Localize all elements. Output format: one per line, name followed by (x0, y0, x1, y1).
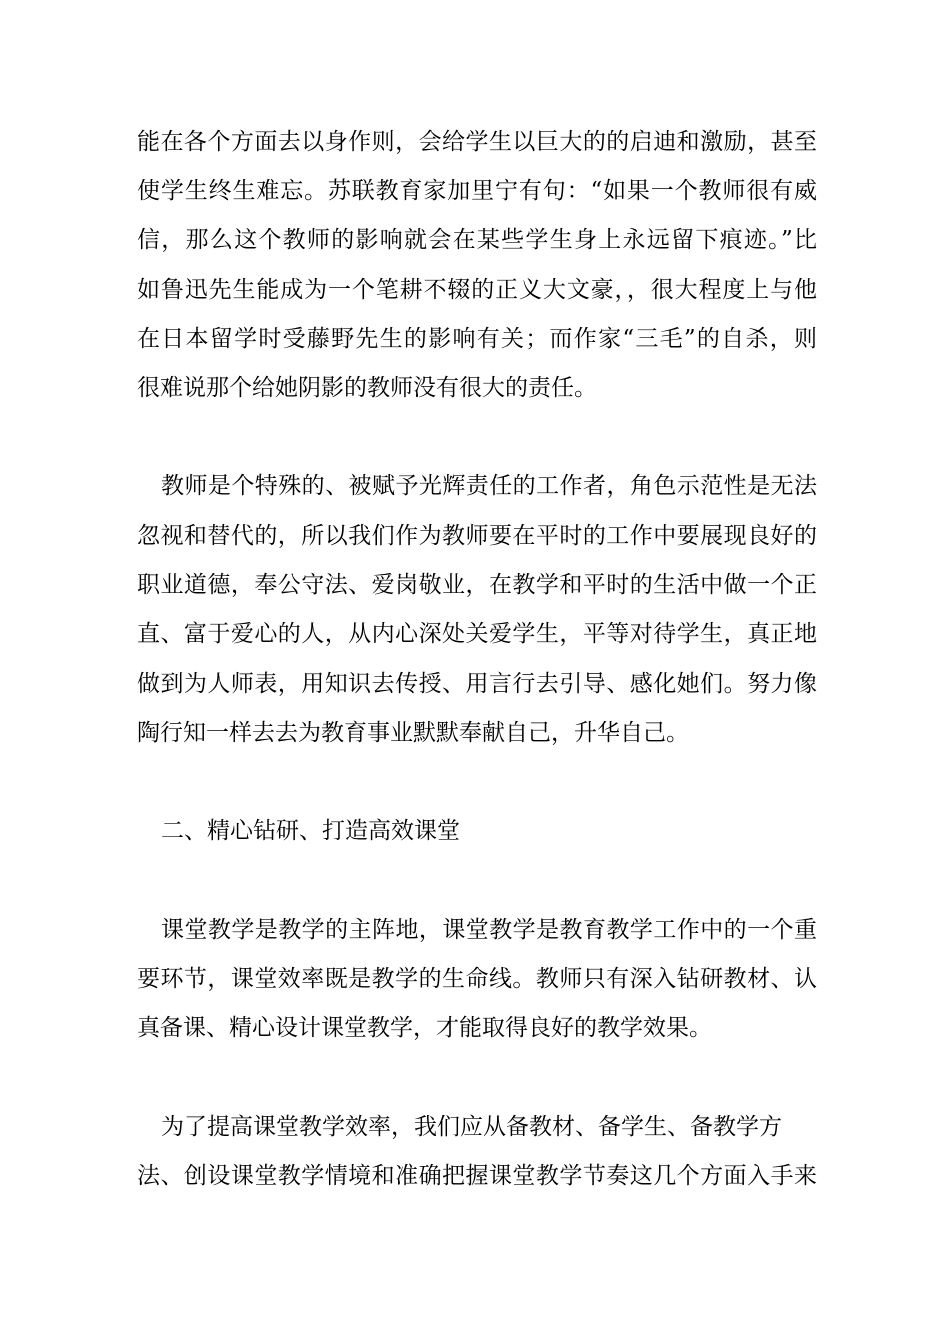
paragraph-1-line-5: 在日本留学时受藤野先生的影响有关；而作家“三毛”的自杀，则 (137, 326, 817, 352)
paragraph-4-line-2: 法、创设课堂教学情境和准确把握课堂教学节奏这几个方面入手来 (137, 1163, 817, 1189)
paragraph-1-line-6: 很难说那个给她阴影的教师没有很大的责任。 (137, 375, 597, 401)
paragraph-2-line-4: 直、富于爱心的人，从内心深处关爱学生，平等对待学生，真正地 (137, 621, 817, 647)
paragraph-1-line-2: 使学生终生难忘。苏联教育家加里宁有句：“如果一个教师很有威 (137, 178, 817, 204)
paragraph-1-line-1: 能在各个方面去以身作则，会给学生以巨大的的启迪和激励，甚至 (137, 129, 817, 155)
paragraph-2-line-1: 教师是个特殊的、被赋予光辉责任的工作者，角色示范性是无法 (161, 473, 817, 499)
paragraph-3-line-3: 真备课、精心设计课堂教学，才能取得良好的教学效果。 (137, 1015, 712, 1041)
paragraph-1-line-4: 如鲁迅先生能成为一个笔耕不辍的正义大文豪，，很大程度上与他 (137, 277, 817, 303)
paragraph-2-line-6: 陶行知一样去去为教育事业默默奉献自己，升华自己。 (137, 720, 689, 746)
paragraph-3-line-1: 课堂教学是教学的主阵地，课堂教学是教育教学工作中的一个重 (161, 917, 817, 943)
paragraph-2-line-2: 忽视和替代的，所以我们作为教师要在平时的工作中要展现良好的 (137, 523, 817, 549)
paragraph-1-line-3: 信，那么这个教师的影响就会在某些学生身上永远留下痕迹。”比 (137, 227, 817, 253)
paragraph-4-line-1: 为了提高课堂教学效率，我们应从备教材、备学生、备教学方 (161, 1114, 782, 1140)
paragraph-2-line-5: 做到为人师表，用知识去传授、用言行去引导、感化她们。努力像 (137, 671, 817, 697)
section-heading: 二、精心钻研、打造高效课堂 (161, 818, 460, 844)
paragraph-3-line-2: 要环节，课堂效率既是教学的生命线。教师只有深入钻研教材、认 (137, 966, 817, 992)
paragraph-2-line-3: 职业道德，奉公守法、爱岗敬业，在教学和平时的生活中做一个正 (137, 572, 817, 598)
